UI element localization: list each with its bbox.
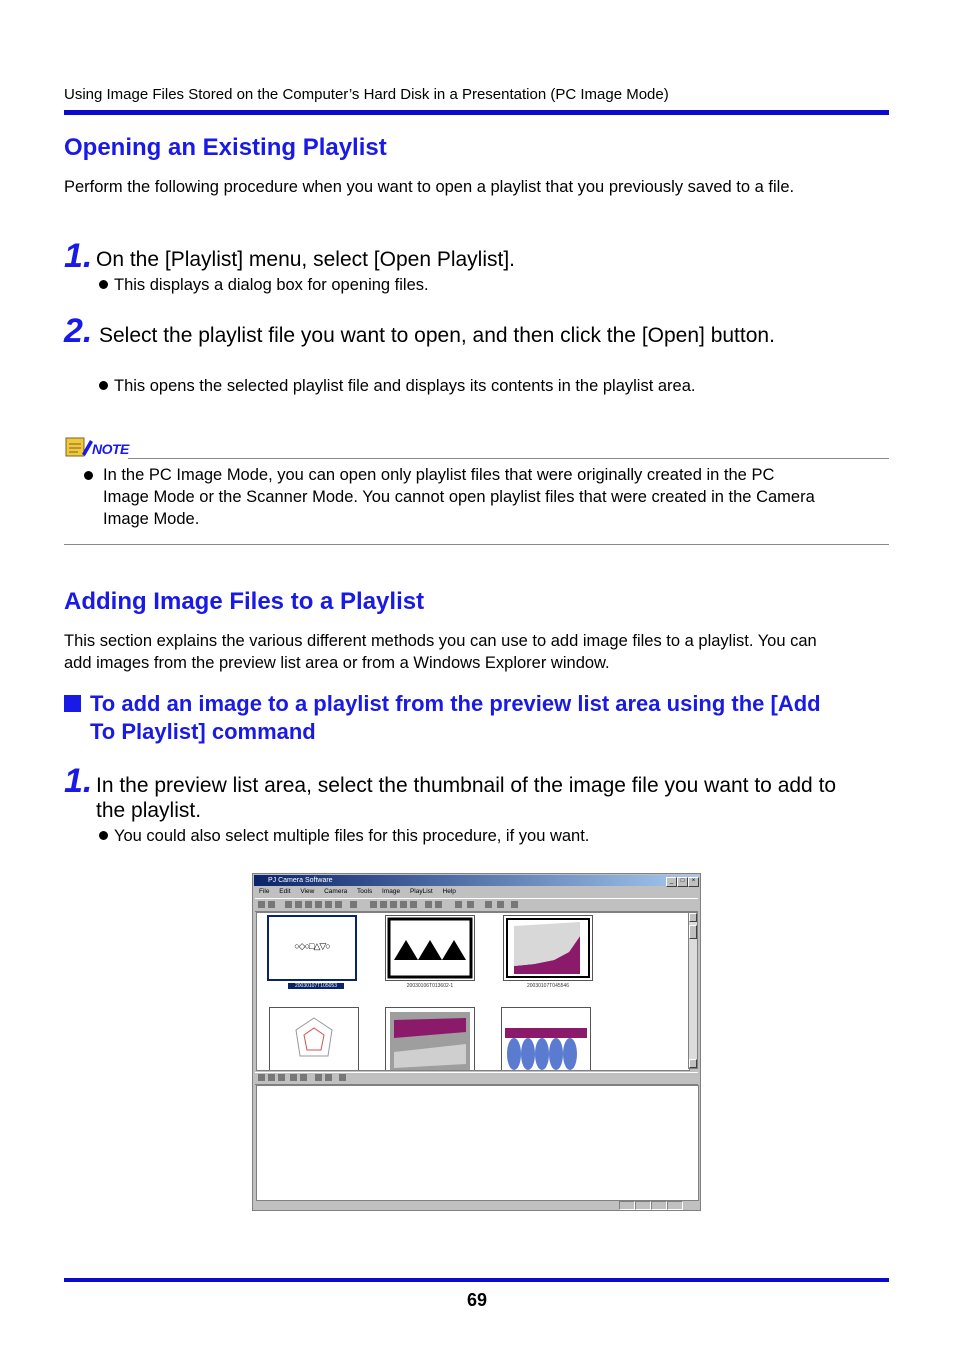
- toolbar-icon: [467, 901, 474, 908]
- thumbnail-label: 20030107T045546: [527, 983, 569, 989]
- app-screenshot: [252, 873, 701, 1211]
- app-toolbar: [255, 898, 698, 912]
- footer-rule: [64, 1278, 889, 1282]
- status-cell: [619, 1201, 635, 1210]
- menu-tools: Tools: [357, 888, 373, 895]
- bullet-text: This opens the selected playlist file and displays its contents in the playlist area.: [114, 377, 696, 395]
- cones-graphic: [502, 1008, 590, 1071]
- bullet-dot: [99, 381, 108, 390]
- close-icon: ×: [688, 877, 699, 887]
- status-bar: [255, 1201, 698, 1209]
- note-bullet: [84, 464, 824, 530]
- app-menubar: [255, 887, 698, 897]
- header-rule: [64, 110, 889, 115]
- toolbar-icon: [300, 1074, 307, 1081]
- section-intro-adding: This section explains the various different methods you can use to add image files to a playlist. You can add images from the preview list area or from a Windows Explorer window.: [64, 632, 817, 672]
- thumbnail-chart: [503, 915, 593, 981]
- step-text: On the [Playlist] menu, select [Open Playlist].: [96, 248, 516, 271]
- note-bottom-rule: [64, 544, 889, 545]
- step-text: Select the playlist file you want to open, and then click the [Open] button.: [99, 324, 775, 347]
- bullet-text: This displays a dialog box for opening files.: [114, 276, 429, 294]
- toolbar-icon: [268, 1074, 275, 1081]
- bar3d-graphic: [386, 1008, 474, 1071]
- step-number: 1.: [64, 762, 93, 800]
- status-cell: [635, 1201, 651, 1210]
- toolbar-icon: [485, 901, 492, 908]
- step-bullet: [99, 274, 429, 296]
- thumbnail-3d-bar: [385, 1007, 475, 1071]
- toolbar-icon: [400, 901, 407, 908]
- thumbnail-triangles: [385, 915, 475, 981]
- toolbar-icon: [268, 901, 275, 908]
- step-bullet: [99, 375, 695, 397]
- menu-view: View: [300, 888, 315, 895]
- toolbar-icon: [305, 901, 312, 908]
- toolbar-icon: [278, 1074, 285, 1081]
- square-bullet-icon: [64, 695, 81, 712]
- thumbnail-shapes: [267, 915, 357, 981]
- toolbar-icon: [370, 901, 377, 908]
- toolbar-icon: [435, 901, 442, 908]
- minimize-icon: _: [666, 877, 677, 887]
- chart-graphic: [504, 916, 592, 980]
- thumbnail-radar: [269, 1007, 359, 1071]
- toolbar-icon: [315, 1074, 322, 1081]
- scroll-up-icon: [689, 913, 697, 922]
- toolbar-icon: [290, 1074, 297, 1081]
- note-text: In the PC Image Mode, you can open only playlist files that were originally created in the PC Image Mode or the Scanner Mode. You cannot open playlist files that were created in the Camera Image Mode.: [103, 466, 815, 528]
- toolbar-icon: [455, 901, 462, 908]
- toolbar-icon: [390, 901, 397, 908]
- toolbar-icon: [285, 901, 292, 908]
- note-label: NOTE: [92, 441, 129, 457]
- toolbar-icon: [258, 901, 265, 908]
- toolbar-icon: [295, 901, 302, 908]
- menu-edit: Edit: [279, 888, 291, 895]
- playlist-area: [256, 1085, 699, 1201]
- toolbar-icon: [339, 1074, 346, 1081]
- step-number: 2.: [64, 312, 93, 350]
- section-title-opening: Opening an Existing Playlist: [64, 134, 387, 161]
- playlist-toolbar: [255, 1072, 698, 1085]
- step-bullet: [99, 825, 589, 847]
- toolbar-icon: [425, 901, 432, 908]
- menu-playlist: PlayList: [409, 888, 433, 895]
- preview-scrollbar: [688, 912, 698, 1069]
- menu-camera: Camera: [324, 888, 348, 895]
- toolbar-icon: [315, 901, 322, 908]
- scroll-down-icon: [689, 1059, 697, 1068]
- toolbar-icon: [497, 901, 504, 908]
- toolbar-icon: [511, 901, 518, 908]
- app-titlebar: [254, 875, 699, 886]
- running-header: Using Image Files Stored on the Computer’s Hard Disk in a Presentation (PC Image Mode): [64, 86, 669, 103]
- section-title-adding: Adding Image Files to a Playlist: [64, 588, 425, 615]
- maximize-icon: □: [677, 877, 688, 887]
- thumbnail-label: 20030107T105053: [288, 983, 344, 989]
- subheading-text: To add an image to a playlist from the preview list area using the [Add To Playlist] command: [90, 691, 821, 744]
- bullet-dot: [99, 831, 108, 840]
- status-cell: [667, 1201, 683, 1210]
- thumbnail-shapes-text: ○◇○□△▽○: [294, 941, 330, 951]
- step-text: In the preview list area, select the thumbnail of the image file you want to add to the playlist.: [96, 774, 837, 822]
- toolbar-icon: [258, 1074, 265, 1081]
- subheading: [64, 690, 844, 746]
- thumbnail-cones: [501, 1007, 591, 1071]
- menu-image: Image: [382, 888, 401, 895]
- note-rule: [128, 458, 889, 459]
- toolbar-icon: [335, 901, 342, 908]
- thumbnail-label: 20030106T013602-1: [406, 983, 454, 989]
- preview-list-area: [256, 912, 690, 1071]
- menu-help: Help: [442, 888, 456, 895]
- step-number: 1.: [64, 237, 93, 275]
- menu-file: File: [259, 888, 270, 895]
- toolbar-icon: [380, 901, 387, 908]
- radar-graphic: [270, 1008, 358, 1071]
- triangles-graphic: [386, 916, 474, 980]
- toolbar-icon: [350, 901, 357, 908]
- scroll-thumb: [689, 925, 697, 939]
- bullet-text: You could also select multiple files for this procedure, if you want.: [114, 827, 590, 845]
- status-cell: [651, 1201, 667, 1210]
- bullet-dot: [99, 280, 108, 289]
- toolbar-icon: [410, 901, 417, 908]
- app-title: PJ Camera Software: [268, 877, 333, 884]
- toolbar-icon: [325, 1074, 332, 1081]
- page-number: 69: [466, 1290, 488, 1310]
- toolbar-icon: [325, 901, 332, 908]
- bullet-dot: [84, 471, 93, 480]
- section-intro-opening: Perform the following procedure when you want to open a playlist that you previously saved to a file.: [64, 178, 795, 196]
